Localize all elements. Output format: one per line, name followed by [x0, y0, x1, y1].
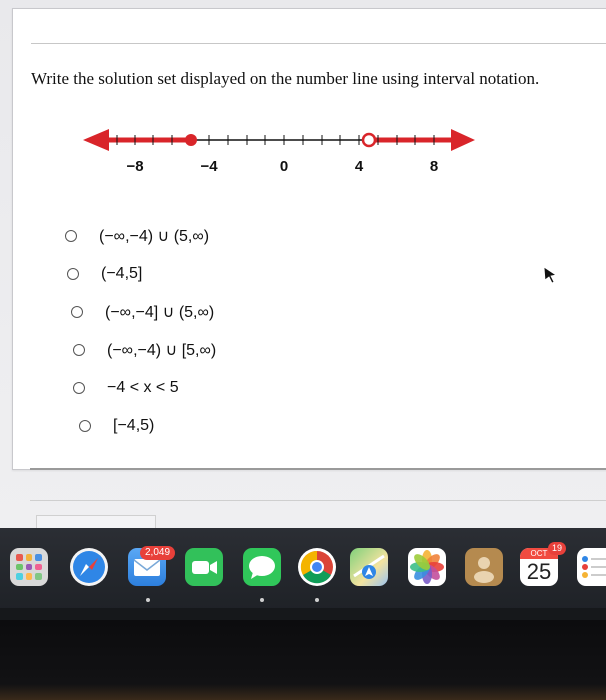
tick-label: −8: [126, 158, 144, 175]
choice-5[interactable]: [73, 369, 485, 407]
closed-point: [185, 134, 197, 146]
answer-choices: [65, 217, 485, 445]
photos-icon[interactable]: [408, 548, 446, 586]
choice-6[interactable]: [79, 407, 485, 445]
tick-label: −4: [200, 158, 218, 175]
running-indicator: [260, 598, 264, 602]
tick-label: 8: [429, 158, 439, 175]
choice-label: (−∞,−4) ∪ [5,∞): [107, 342, 217, 359]
calendar-month: OCT: [520, 548, 558, 559]
radio-button[interactable]: [79, 420, 91, 432]
radio-button[interactable]: [67, 268, 79, 280]
right-arrow-icon: [451, 129, 475, 151]
choice-label: (−∞,−4] ∪ (5,∞): [105, 304, 215, 321]
contacts-icon[interactable]: [465, 548, 503, 586]
radio-button[interactable]: [65, 230, 77, 242]
tick-label: 4: [354, 158, 364, 175]
choice-label: −4 < x < 5: [107, 379, 179, 396]
running-indicator: [315, 598, 319, 602]
choice-4[interactable]: [73, 331, 485, 369]
choice-2[interactable]: [67, 255, 485, 293]
launchpad-icon[interactable]: [10, 548, 48, 586]
choice-label: (−4,5]: [101, 265, 143, 282]
choice-label: [−4,5): [113, 417, 155, 434]
tick-label: 0: [279, 158, 289, 175]
facetime-icon[interactable]: [185, 548, 223, 586]
choice-1[interactable]: [65, 217, 485, 255]
left-arrow-icon: [83, 129, 109, 151]
choice-3[interactable]: [71, 293, 485, 331]
divider: [30, 500, 606, 501]
question-prompt: Write the solution set displayed on the number line using interval notation.: [31, 69, 540, 88]
mouse-pointer-icon: [543, 266, 557, 284]
running-indicator: [146, 598, 150, 602]
maps-icon[interactable]: [350, 548, 388, 586]
dock-shelf: [0, 608, 606, 620]
number-line: [79, 121, 479, 191]
radio-button[interactable]: [71, 306, 83, 318]
calendar-badge: 19: [548, 542, 566, 555]
question-card: [12, 8, 606, 470]
chrome-icon[interactable]: [298, 548, 336, 586]
messages-icon[interactable]: [243, 548, 281, 586]
calendar-day: 25: [526, 559, 552, 584]
card-shadow: [30, 468, 606, 470]
open-point: [363, 134, 375, 146]
safari-icon[interactable]: [70, 548, 108, 586]
radio-button[interactable]: [73, 382, 85, 394]
choice-label: (−∞,−4) ∪ (5,∞): [99, 228, 210, 245]
laptop-bezel: [0, 620, 606, 700]
divider: [31, 43, 606, 44]
mail-unread-badge: 2,049: [140, 546, 175, 560]
reminders-icon[interactable]: [577, 548, 606, 586]
radio-button[interactable]: [73, 344, 85, 356]
